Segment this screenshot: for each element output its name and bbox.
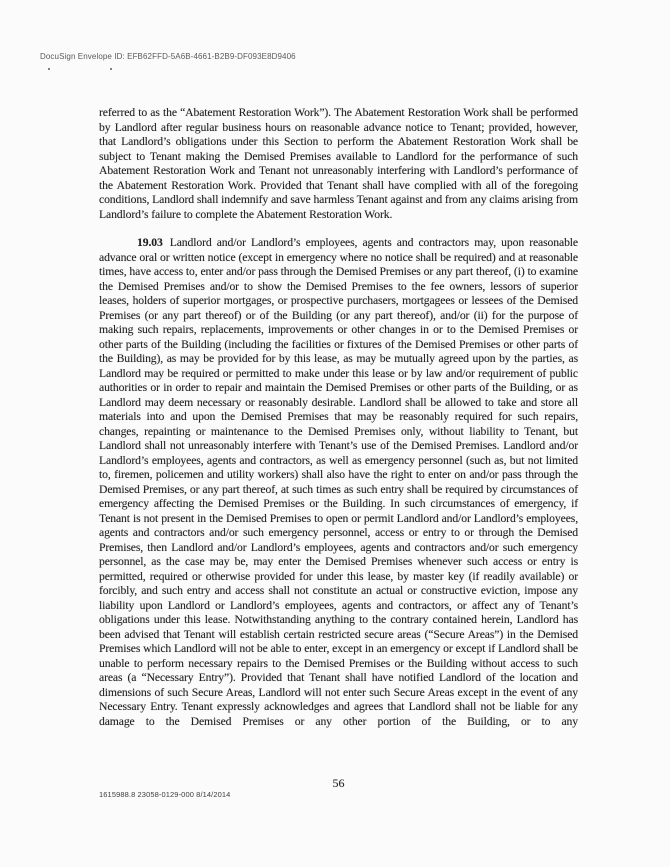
scan-speck: [110, 68, 112, 70]
page-number: 56: [332, 776, 345, 790]
paragraph-abatement-restoration-work: referred to as the “Abatement Restoration Work”). The Abatement Restoration Work shall be performed by Landlord after regular business hours on reasonable advance notice to Tenant; provided, however, that Landlord’s obligations under this Section to perform the Abatement Restoration Work shall be subject to Tenant making the Demised Premises available to Landlord for the performance of such Abatement Restoration Work and Tenant not unreasonably interfering with Landlord’s performance of the Abatement Restoration Work. Provided that Tenant shall have complied with all of the foregoing conditions, Landlord shall indemnify and save harmless Tenant against and from any claims arising from Landlord’s failure to complete the Abatement Restoration Work.: [99, 106, 578, 221]
docusign-envelope-id: DocuSign Envelope ID: EFB62FFD-5A6B-4661-B2B9-DF093E8D9406: [40, 52, 296, 61]
document-reference: 1615988.8 23058-0129-000 8/14/2014: [99, 790, 231, 799]
section-19-03-paragraph: [99, 236, 578, 729]
scan-speck: [48, 68, 50, 70]
section-number: 19.03: [137, 236, 163, 249]
page-body: [99, 106, 578, 729]
section-19-03-text: Landlord and/or Landlord’s employees, agents and contractors may, upon reasonable advance oral or written notice (except in emergency where no notice shall be required) and at reasonable times, have access to, enter and/or pass through the Demised Premises or any part thereof, (i) to examine the Demised Premises and/or to show the Demised Premises to the fee owners, lessors of superior leases, holders of superior mortgages, or prospective purchasers, mortgagees or lessees of the Demised Premises (or any part thereof) or of the Building (or any part thereof), and/or (ii) for the purpose of making such repairs, replacements, improvements or other changes in or to the Demised Premises or other parts of the Building (including the facilities or fixtures of the Demised Premises or other parts of the Building), as may be provided for by this lease, as may be mutually agreed upon by the parties, as Landlord may be required or permitted to make under this lease or by law and/or requirement of public authorities or in order to repair and maintain the Demised Premises or other parts of the Building, or as Landlord may deem necessary or reasonably desirable. Landlord shall be allowed to take and store all materials into and upon the Demised Premises that may be reasonably required for such repairs, changes, repainting or maintenance to the Demised Premises only, without liability to Tenant, but Landlord shall not unreasonably interfere with Tenant’s use of the Demised Premises. Landlord and/or Landlord’s employees, agents and contractors, as well as emergency personnel (such as, but not limited to, firemen, policemen and utility workers) shall also have the right to enter on and/or pass through the Demised Premises, or any part thereof, at such times as such entry shall be required by circumstances of emergency affecting the Demised Premises or the Building. In such circumstances of emergency, if Tenant is not present in the Demised Premises to open or permit Landlord and/or Landlord’s employees, agents and contractors and/or such emergency personnel, access or entry to or through the Demised Premises, then Landlord and/or Landlord’s employees, agents and contractors and/or such emergency personnel, as the case may be, may enter the Demised Premises whenever such access or entry is permitted, required or otherwise provided for under this lease, by master key (if readily available) or forcibly, and such entry and access shall not constitute an actual or constructive eviction, impose any liability upon Landlord or Landlord’s employees, agents and contractors, or affect any of Tenant’s obligations under this lease. Notwithstanding anything to the contrary contained herein, Landlord has been advised that Tenant will establish certain restricted secure areas (“Secure Areas”) in the Demised Premises which Landlord will not be able to enter, except in an emergency or except if Landlord shall be unable to perform necessary repairs to the Demised Premises or the Building without access to such areas (a “Necessary Entry”). Provided that Tenant shall have notified Landlord of the location and dimensions of such Secure Areas, Landlord will not enter such Secure Areas except in the event of any Necessary Entry. Tenant expressly acknowledges and agrees that Landlord shall not be liable for any damage to the Demised Premises or any other portion of the Building, or to any: [99, 236, 578, 728]
